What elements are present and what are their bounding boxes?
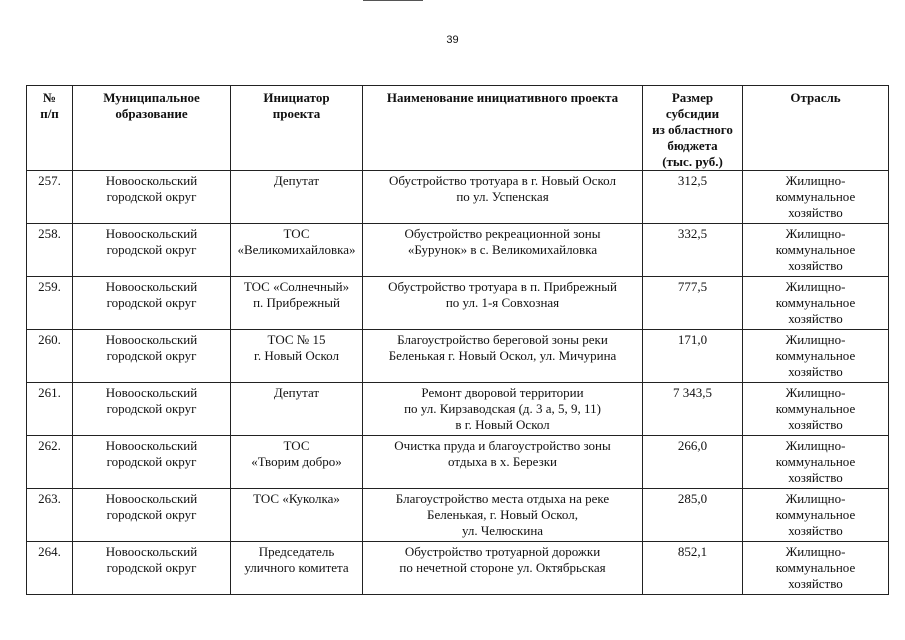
subsidy-table [26, 85, 889, 595]
row-sector: Жилищно- коммунальное хозяйство [743, 330, 889, 383]
row-initiator: Председатель уличного комитета [231, 542, 363, 595]
table-row [27, 383, 889, 436]
header-num: № п/п [27, 86, 73, 171]
row-subsidy: 171,0 [643, 330, 743, 383]
row-municipality: Новооскольский городской округ [73, 224, 231, 277]
header-subsidy: Размер субсидии из областного бюджета (тыс. руб.) [643, 86, 743, 171]
table-row [27, 224, 889, 277]
header-initiator: Инициатор проекта [231, 86, 363, 171]
top-rule [363, 0, 423, 1]
row-initiator: ТОС № 15 г. Новый Оскол [231, 330, 363, 383]
row-initiator: Депутат [231, 383, 363, 436]
row-subsidy: 285,0 [643, 489, 743, 542]
table-row [27, 277, 889, 330]
row-subsidy: 266,0 [643, 436, 743, 489]
row-initiator: ТОС «Солнечный» п. Прибрежный [231, 277, 363, 330]
row-initiator: ТОС «Великомихайловка» [231, 224, 363, 277]
table-row [27, 171, 889, 224]
table-header-row [27, 86, 889, 171]
row-number: 258. [27, 224, 73, 277]
table-row [27, 436, 889, 489]
page-number: 39 [446, 34, 459, 46]
header-sector: Отрасль [743, 86, 889, 171]
row-municipality: Новооскольский городской округ [73, 436, 231, 489]
row-subsidy: 777,5 [643, 277, 743, 330]
row-number: 257. [27, 171, 73, 224]
row-initiator: ТОС «Куколка» [231, 489, 363, 542]
row-project: Благоустройство места отдыха на реке Беленькая, г. Новый Оскол, ул. Челюскина [363, 489, 643, 542]
row-municipality: Новооскольский городской округ [73, 489, 231, 542]
row-project: Обустройство тротуара в г. Новый Оскол по ул. Успенская [363, 171, 643, 224]
row-number: 264. [27, 542, 73, 595]
row-sector: Жилищно- коммунальное хозяйство [743, 383, 889, 436]
row-project: Обустройство рекреационной зоны «Бурунок» в с. Великомихайловка [363, 224, 643, 277]
row-municipality: Новооскольский городской округ [73, 330, 231, 383]
row-subsidy: 332,5 [643, 224, 743, 277]
row-sector: Жилищно- коммунальное хозяйство [743, 277, 889, 330]
row-project: Обустройство тротуарной дорожки по нечетной стороне ул. Октябрьская [363, 542, 643, 595]
row-municipality: Новооскольский городской округ [73, 171, 231, 224]
row-sector: Жилищно- коммунальное хозяйство [743, 489, 889, 542]
row-subsidy: 7 343,5 [643, 383, 743, 436]
row-number: 261. [27, 383, 73, 436]
row-number: 263. [27, 489, 73, 542]
row-sector: Жилищно- коммунальное хозяйство [743, 171, 889, 224]
row-subsidy: 312,5 [643, 171, 743, 224]
header-project: Наименование инициативного проекта [363, 86, 643, 171]
row-number: 260. [27, 330, 73, 383]
row-sector: Жилищно- коммунальное хозяйство [743, 436, 889, 489]
row-project: Очистка пруда и благоустройство зоны отдыха в х. Березки [363, 436, 643, 489]
row-sector: Жилищно- коммунальное хозяйство [743, 542, 889, 595]
row-municipality: Новооскольский городской округ [73, 383, 231, 436]
header-municipality: Муниципальное образование [73, 86, 231, 171]
row-municipality: Новооскольский городской округ [73, 277, 231, 330]
row-subsidy: 852,1 [643, 542, 743, 595]
row-initiator: Депутат [231, 171, 363, 224]
row-sector: Жилищно- коммунальное хозяйство [743, 224, 889, 277]
table-row [27, 542, 889, 595]
row-project: Ремонт дворовой территории по ул. Кирзаводская (д. 3 а, 5, 9, 11) в г. Новый Оскол [363, 383, 643, 436]
row-municipality: Новооскольский городской округ [73, 542, 231, 595]
table-row [27, 330, 889, 383]
row-number: 259. [27, 277, 73, 330]
row-initiator: ТОС «Творим добро» [231, 436, 363, 489]
row-project: Обустройство тротуара в п. Прибрежный по ул. 1-я Совхозная [363, 277, 643, 330]
row-number: 262. [27, 436, 73, 489]
table-row [27, 489, 889, 542]
row-project: Благоустройство береговой зоны реки Беленькая г. Новый Оскол, ул. Мичурина [363, 330, 643, 383]
